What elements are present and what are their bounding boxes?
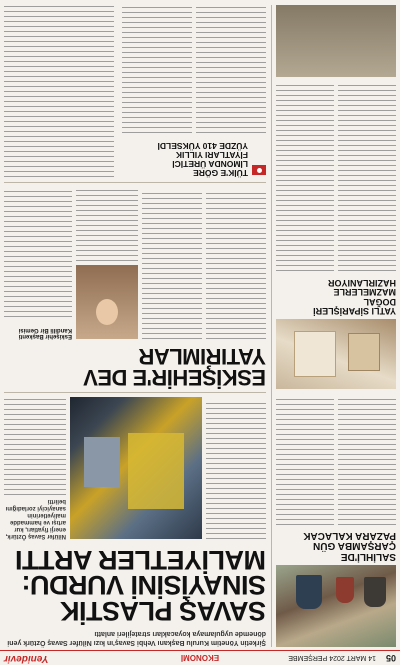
market-photo [276,565,396,647]
column-divider [271,5,272,647]
gifts-photo [276,319,396,389]
eskisehir-body-text-3 [76,189,138,261]
issue-date: 14 MART 2024 PERŞEMBE [288,654,376,661]
main-body-text [206,399,266,539]
tuik-body-text-2 [122,5,192,133]
section-divider-2 [4,182,266,183]
page-number: 05 [385,653,396,663]
main-intro: Nilüfer Savaş Öztürk, enerji fiyatları, kur artışı ve hammadde maliyetlerinin sanayiciyi zorladığını belirtti [5,498,66,539]
section-label: EKONOMİ [180,653,220,662]
tuik-headline: TÜİK'E GÖRE LİMONDA ÜRETİCİ FİYATLARI YILLIK YÜZDE 410 YÜKSELDİ [157,141,248,178]
main-kicker: Şirketin Yönetim Kurulu Başkanı Vehbi Savaş'ın kızı Nilüfer Savaş Öztürk yeni dönemde uygulamaya koyacakları stratejileri anlattı [7,630,266,646]
eskisehir-box-title: Eskişehir Başkenti Kandilli Bir Gemisi [18,326,72,339]
main-headline: SAVAŞ PLASTİK SINAYİSİNİ VURDU: MALİYETLER ARTTI [15,544,266,626]
yatli-body-text [338,81,396,271]
tuik-body-text-3 [4,5,114,177]
page-header [0,650,400,665]
factory-photo [70,397,202,539]
workshop-photo [276,5,396,77]
yatli-headline: YATLI SİPARİŞLERİ DOĞAL MAZMELERLE HAZIRLANIYOR [313,277,396,316]
main-body-text-2 [4,399,66,495]
portrait-photo [76,265,138,339]
section-divider [4,392,266,393]
tuik-body-text [196,5,266,133]
eskisehir-headline: ESKİŞEHİR'E DEV YATIRIMLAR [83,344,266,390]
salihli-headline: SALİHLİ'DE ÇARŞAMBA GÜN PAZARA KALACAK [303,530,396,562]
eskisehir-box-text [4,189,72,317]
flag-icon [252,165,266,175]
salihli-body-text-2 [276,395,334,525]
eskisehir-body-text-2 [142,189,202,339]
eskisehir-body-text [206,189,266,339]
newspaper-logo: Yenidevir [4,653,49,664]
yatli-body-text-2 [276,81,334,271]
salihli-body-text [338,395,396,525]
